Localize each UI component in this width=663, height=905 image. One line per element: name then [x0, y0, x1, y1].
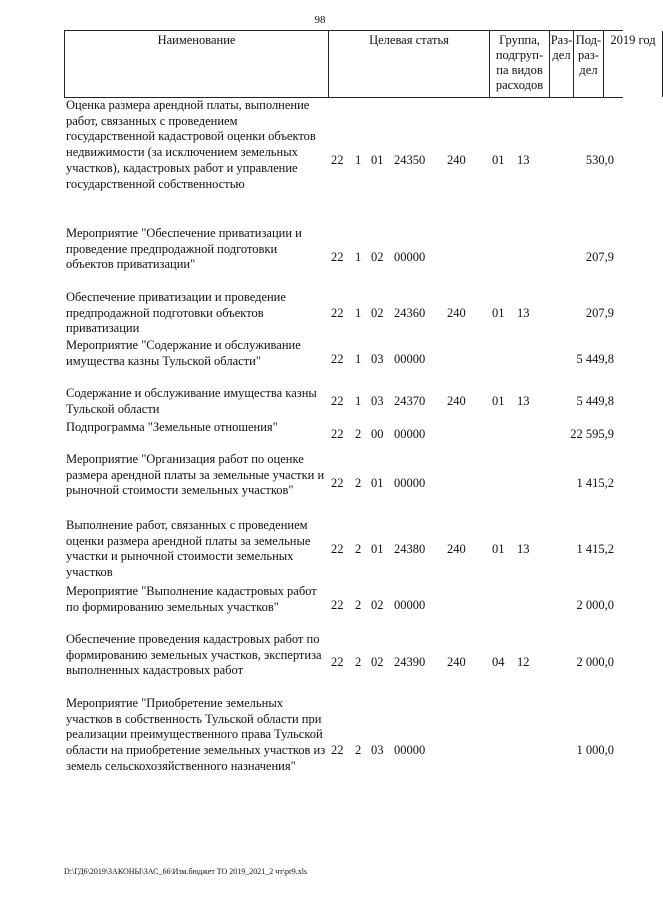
header-group-line: подгруп- [495, 48, 544, 62]
header-podrazdel [573, 31, 603, 97]
row-code-program: 22 [331, 153, 344, 167]
row-code-direction: 00000 [394, 427, 426, 441]
row-razdel: 04 [492, 655, 505, 669]
row-name: Обеспечение проведения кадастровых работ по формированию земельных участков, экспертиза выполненных кадастровых работ [66, 632, 322, 678]
row-code-event: 01 [371, 476, 384, 490]
header-podrazdel-line: дел [579, 63, 598, 77]
row-name: Содержание и обслуживание имущества казны Тульской области [66, 386, 317, 416]
header-group [489, 31, 549, 97]
row-code-program: 22 [331, 352, 344, 366]
header-razdel [549, 31, 573, 97]
row-code-subprogram: 1 [355, 306, 362, 320]
header-podrazdel-line: Под- [575, 33, 602, 47]
row-group: 240 [447, 655, 466, 669]
row-code-event: 02 [371, 655, 384, 669]
row-name: Мероприятие "Обеспечение приватизации и проведение предпродажной подготовки объектов приватизации" [66, 226, 302, 272]
row-amount: 530,0 [585, 153, 614, 167]
row-code-event: 02 [371, 306, 384, 320]
row-code-direction: 00000 [394, 476, 426, 490]
row-code-event: 03 [371, 352, 384, 366]
row-amount: 1 415,2 [576, 542, 614, 556]
row-code-program: 22 [331, 427, 344, 441]
table-header [64, 30, 656, 98]
row-name: Мероприятие "Приобретение земельных участков в собственность Тульской области при реализации преимущественного права Тульской области на приобретение земельных участков из земель сельскохозяйственного назначения" [66, 696, 326, 773]
header-target-item: Целевая статья [328, 31, 489, 97]
row-code-program: 22 [331, 306, 344, 320]
row-razdel: 01 [492, 153, 505, 167]
row-code-program: 22 [331, 394, 344, 408]
row-amount: 22 595,9 [570, 427, 614, 441]
header-year: 2019 год [603, 31, 663, 97]
row-code-program: 22 [331, 542, 344, 556]
row-razdel: 01 [492, 542, 505, 556]
page-number: 98 [314, 14, 326, 26]
row-razdel: 01 [492, 306, 505, 320]
row-name: Мероприятие "Организация работ по оценке размера арендной платы за земельные участки и рыночной стоимости земельных участков" [66, 452, 325, 498]
row-code-event: 02 [371, 598, 384, 612]
row-code-direction: 00000 [394, 250, 426, 264]
row-amount: 5 449,8 [576, 352, 614, 366]
header-podrazdel-line: раз- [578, 48, 599, 62]
row-code-direction: 00000 [394, 743, 426, 757]
row-group: 240 [447, 153, 466, 167]
row-name: Выполнение работ, связанных с проведением оценки размера арендной платы за земельные участки и рыночной стоимости земельных участков [66, 518, 311, 580]
row-name: Оценка размера арендной платы, выполнение работ, связанных с проведением государственной кадастровой оценки объектов недвижимости (за исключением земельных участков), кадастровых работ и управление государственной собственностью [66, 98, 316, 191]
header-razdel-line: Раз- [550, 33, 573, 47]
row-code-event: 03 [371, 743, 384, 757]
row-code-direction: 00000 [394, 352, 426, 366]
row-code-subprogram: 1 [355, 153, 362, 167]
row-amount: 2 000,0 [576, 598, 614, 612]
row-code-subprogram: 2 [355, 655, 362, 669]
row-name: Мероприятие "Содержание и обслуживание имущества казны Тульской области" [66, 338, 301, 368]
row-code-subprogram: 1 [355, 394, 362, 408]
file-path-footer: D:\ГД6\2019\ЗАКОНЫ\ЗАС_66\Изм.бюджет ТО 2019_2021_2 чт\pr9.xls [64, 867, 308, 876]
row-podrazdel: 13 [517, 153, 530, 167]
row-code-subprogram: 2 [355, 476, 362, 490]
row-code-direction: 24350 [394, 153, 426, 167]
row-name: Мероприятие "Выполнение кадастровых работ по формированию земельных участков" [66, 584, 317, 614]
row-code-program: 22 [331, 598, 344, 612]
row-podrazdel: 13 [517, 394, 530, 408]
row-name: Подпрограмма "Земельные отношения" [66, 420, 278, 434]
row-podrazdel: 13 [517, 542, 530, 556]
row-code-direction: 24370 [394, 394, 426, 408]
row-code-direction: 24360 [394, 306, 426, 320]
row-code-program: 22 [331, 743, 344, 757]
header-group-line: расходов [495, 78, 544, 92]
row-amount: 1 415,2 [576, 476, 614, 490]
row-code-event: 02 [371, 250, 384, 264]
row-code-subprogram: 1 [355, 250, 362, 264]
row-group: 240 [447, 306, 466, 320]
row-name: Обеспечение приватизации и проведение предпродажной подготовки объектов приватизации [66, 290, 286, 336]
row-code-subprogram: 2 [355, 743, 362, 757]
header-group-line: Группа, [499, 33, 540, 47]
row-podrazdel: 13 [517, 306, 530, 320]
row-code-subprogram: 2 [355, 427, 362, 441]
row-code-program: 22 [331, 655, 344, 669]
row-amount: 207,9 [585, 250, 614, 264]
row-code-direction: 24380 [394, 542, 426, 556]
row-code-subprogram: 2 [355, 542, 362, 556]
row-code-subprogram: 1 [355, 352, 362, 366]
header-group-line: па видов [496, 63, 543, 77]
row-amount: 5 449,8 [576, 394, 614, 408]
row-code-event: 00 [371, 427, 384, 441]
row-code-event: 01 [371, 153, 384, 167]
header-name: Наименование [64, 31, 328, 97]
row-code-program: 22 [331, 476, 344, 490]
header-razdel-line: дел [552, 48, 571, 62]
row-code-event: 03 [371, 394, 384, 408]
row-razdel: 01 [492, 394, 505, 408]
row-code-direction: 00000 [394, 598, 426, 612]
row-group: 240 [447, 394, 466, 408]
row-group: 240 [447, 542, 466, 556]
row-amount: 1 000,0 [576, 743, 614, 757]
row-code-direction: 24390 [394, 655, 426, 669]
row-amount: 207,9 [585, 306, 614, 320]
row-code-program: 22 [331, 250, 344, 264]
row-podrazdel: 12 [517, 655, 530, 669]
row-code-event: 01 [371, 542, 384, 556]
row-code-subprogram: 2 [355, 598, 362, 612]
row-amount: 2 000,0 [576, 655, 614, 669]
